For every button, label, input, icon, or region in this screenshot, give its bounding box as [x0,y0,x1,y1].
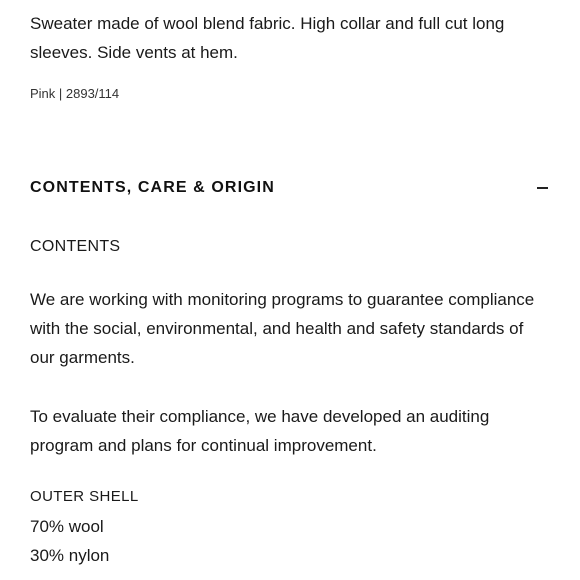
compliance-paragraph: We are working with monitoring programs to guarantee compliance with the social, environmental, and health and safety standards of our garments. [30,290,535,367]
material-item: 30% nylon [30,546,110,565]
material-item: 70% wool [30,517,104,536]
material-composition-list [30,512,109,570]
product-description: Sweater made of wool blend fabric. High collar and full cut long sleeves. Side vents at hem. [30,14,505,62]
contents-care-origin-accordion-header[interactable] [30,176,550,200]
audit-paragraph: To evaluate their compliance, we have developed an auditing program and plans for continual improvement. [30,407,490,455]
outer-shell-label: OUTER SHELL [30,488,139,505]
section-title: CONTENTS, CARE & ORIGIN [30,179,275,196]
minus-icon[interactable] [537,187,548,189]
contents-heading: CONTENTS [30,238,121,255]
product-color-reference: Pink | 2893/114 [30,86,120,101]
